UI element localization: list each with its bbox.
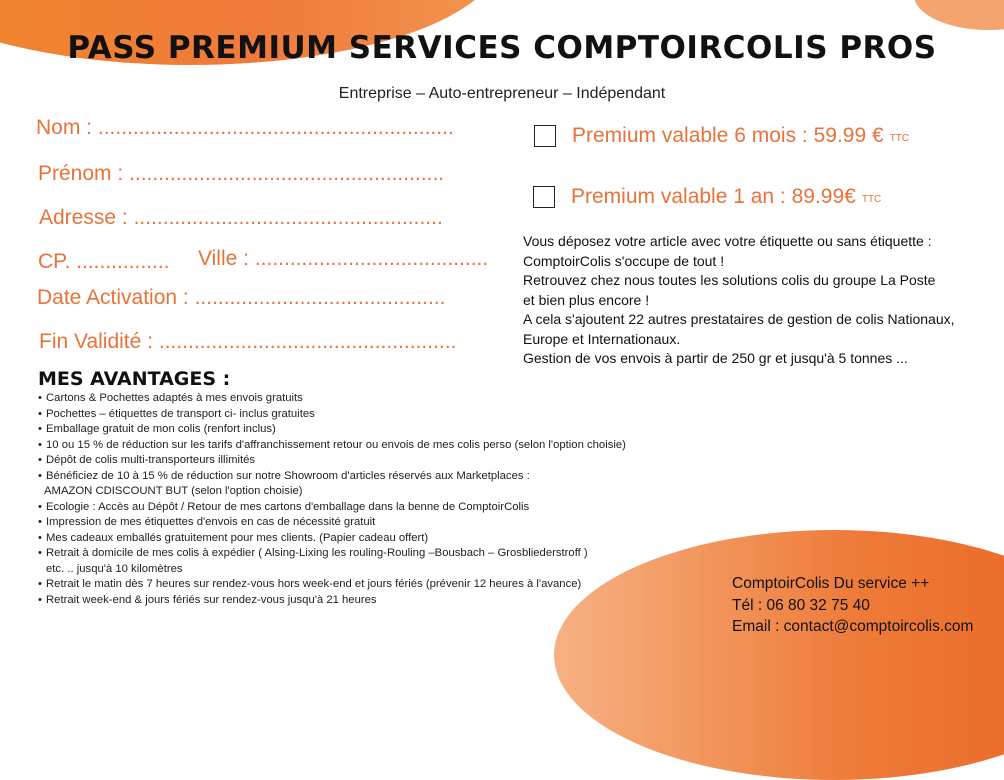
decorative-orange-wave-top-right: [914, 0, 1004, 30]
fin-validite-label: Fin Validité :: [39, 330, 153, 353]
date-activation-dots[interactable]: ...........................................: [194, 286, 446, 309]
adresse-label: Adresse :: [39, 206, 128, 229]
prenom-field[interactable]: [38, 162, 444, 186]
avantages-title: MES AVANTAGES :: [38, 368, 231, 390]
info-line: Retrouvez chez nous toutes les solutions colis du groupe La Poste: [523, 272, 936, 288]
info-paragraph: [523, 232, 993, 369]
info-line: Europe et Internationaux.: [523, 330, 681, 347]
list-item-text: Ecologie : Accès au Dépôt / Retour de mes cartons d'emballage dans la benne de ComptoirColis: [46, 500, 530, 513]
bullet-icon: •: [38, 500, 42, 513]
bullet-icon: •: [38, 423, 42, 435]
list-item-text: Mes cadeaux emballés gratuitement pour mes clients. (Papier cadeau offert): [46, 531, 429, 544]
info-line: Gestion de vos envois à partir de 250 gr et jusqu'à 5 tonnes ...: [523, 350, 908, 366]
bullet-icon: •: [38, 578, 42, 590]
list-item: [38, 407, 698, 423]
checkbox-6-mois[interactable]: [534, 125, 556, 147]
ville-label: Ville :: [198, 247, 249, 270]
option-6-mois[interactable]: [534, 124, 909, 148]
info-line: et bien plus encore !: [523, 291, 650, 308]
bullet-icon: •: [38, 547, 42, 559]
list-item-continuation: AMAZON CDISCOUNT BUT (selon l'option choisie): [44, 485, 303, 497]
option-6-mois-ttc: TTC: [889, 132, 910, 144]
prenom-label: Prénom :: [38, 162, 124, 185]
cp-field[interactable]: [38, 250, 170, 274]
list-item: [38, 469, 698, 500]
list-item-text: Retrait à domicile de mes colis à expédier ( Alsing-Lixing les rouling-Rouling –Bousbach – Grosbliederstroff ): [46, 547, 588, 559]
list-item-text: Impression de mes étiquettes d'envois en cas de nécessité gratuit: [46, 516, 376, 528]
nom-label: Nom :: [36, 116, 93, 139]
list-item-text: Emballage gratuit de mon colis (renfort inclus): [46, 423, 276, 435]
contact-block: [732, 573, 973, 638]
avantages-list: [38, 391, 698, 608]
cp-label: CP.: [38, 250, 71, 273]
page-title: PASS PREMIUM SERVICES COMPTOIRCOLIS PROS: [67, 30, 937, 66]
date-activation-field[interactable]: [37, 286, 445, 310]
bullet-icon: •: [38, 516, 42, 528]
list-item-text: 10 ou 15 % de réduction sur les tarifs d'affranchissement retour ou envois de mes colis perso (selon l'option choisie): [46, 438, 626, 451]
info-line: ComptoirColis s'occupe de tout !: [523, 252, 725, 269]
date-activation-label: Date Activation :: [37, 286, 189, 309]
info-line: A cela s'ajoutent 22 autres prestataires de gestion de colis Nationaux,: [523, 311, 955, 327]
list-item-text: Pochettes – étiquettes de transport ci- inclus gratuites: [46, 407, 315, 420]
list-item: [38, 422, 698, 438]
checkbox-1-an[interactable]: [533, 186, 555, 208]
fin-validite-field[interactable]: [39, 330, 456, 354]
ville-dots[interactable]: ........................................: [254, 247, 489, 270]
info-line: Vous déposez votre article avec votre étiquette ou sans étiquette :: [523, 233, 932, 249]
contact-email[interactable]: Email : contact@comptoircolis.com: [732, 618, 974, 635]
prenom-dots[interactable]: ......................................................: [129, 162, 445, 185]
list-item: [38, 391, 698, 407]
nom-field[interactable]: [36, 116, 454, 140]
page-subtitle: Entreprise – Auto-entrepreneur – Indépendant: [338, 85, 666, 102]
list-item: [38, 515, 698, 531]
bullet-icon: •: [38, 593, 42, 606]
fin-validite-dots[interactable]: ...................................................: [158, 330, 457, 353]
list-item: [38, 500, 698, 516]
bullet-icon: •: [38, 469, 42, 482]
list-item-text: Cartons & Pochettes adaptés à mes envois gratuits: [46, 392, 303, 404]
contact-service: ComptoirColis Du service ++: [732, 575, 930, 592]
list-item-text: Dépôt de colis multi-transporteurs illimités: [46, 454, 256, 466]
option-6-mois-label: Premium valable 6 mois : 59.99 €: [572, 124, 884, 147]
adresse-dots[interactable]: .....................................................: [133, 206, 443, 229]
list-item-text: Retrait le matin dès 7 heures sur rendez-vous hors week-end et jours fériés (prévenir 12 heures à l'avance): [46, 578, 582, 590]
bullet-icon: •: [38, 407, 42, 420]
list-item: [38, 577, 698, 593]
bullet-icon: •: [38, 454, 42, 466]
option-1-an-ttc: TTC: [861, 193, 882, 205]
list-item-continuation: etc. .. jusqu'à 10 kilomètres: [46, 562, 183, 575]
cp-dots[interactable]: ................: [76, 250, 170, 273]
adresse-field[interactable]: [39, 206, 443, 230]
list-item-text: Retrait week-end & jours fériés sur rendez-vous jusqu'à 21 heures: [46, 593, 377, 606]
option-1-an[interactable]: [533, 185, 881, 209]
list-item-text: Bénéficiez de 10 à 15 % de réduction sur notre Showroom d'articles réservés aux Marketplaces :: [46, 469, 530, 482]
contact-phone[interactable]: Tél : 06 80 32 75 40: [732, 596, 870, 614]
bullet-icon: •: [38, 392, 42, 404]
list-item: [38, 453, 698, 469]
list-item: [38, 531, 698, 547]
bullet-icon: •: [38, 438, 42, 451]
list-item: [38, 438, 698, 454]
bullet-icon: •: [38, 531, 42, 544]
ville-field[interactable]: [198, 247, 488, 271]
option-1-an-label: Premium valable 1 an : 89.99€: [571, 185, 856, 208]
nom-dots[interactable]: .............................................................: [97, 116, 454, 139]
list-item: [38, 546, 698, 577]
list-item: [38, 593, 698, 609]
